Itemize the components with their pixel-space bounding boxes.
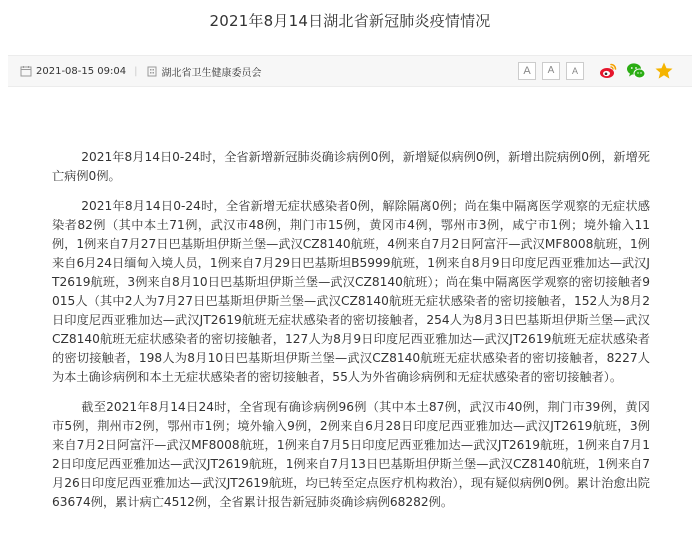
font-size-medium-button[interactable]: A: [542, 62, 560, 80]
page-title: 2021年8月14日湖北省新冠肺炎疫情情况: [209, 12, 491, 30]
article-source: 湖北省卫生健康委员会: [161, 67, 262, 79]
building-icon: [146, 65, 158, 77]
weibo-icon[interactable]: [598, 61, 618, 81]
article-paragraph: 2021年8月14日0-24时，全省新增无症状感染者0例，解除隔离0例；尚在集中隔离医学观察的无症状感染者82例（其中本土71例，武汉市48例，荆门市15例，黄冈市4例，鄂州市3例，咸宁市1例；境外输入11例，1例来自7月27日巴基斯坦伊斯兰堡—武汉CZ8140航班，4例来自7月2日阿富汗—武汉MF8008航班，1例来自6月24日缅甸入境人员，1例来自7月29日巴基斯坦B5999航班，1例来自8月9日印度尼西亚雅加达—武汉JT2619航班，3例来自8月10日巴基斯坦伊斯兰堡—武汉CZ8140航班）；尚在集中隔离医学观察的密切接触者9015人（其中2人为7月27日巴基斯坦伊斯兰堡—武汉CZ8140航班无症状感染者的密切接触者，152人为8月2日印度尼西亚雅加达—武汉JT2619航班无症状感染者的密切接触者，254人为8月3日巴基斯坦伊斯兰堡—武汉CZ8140航班无症状感染者的密切接触者，127人为8月9日印度尼西亚雅加达—武汉JT2619航班无症状感染者的密切接触者，198人为8月10日巴基斯坦伊斯兰堡—武汉CZ8140航班无症状感染者的密切接触者，8227人为本土确诊病例和本土无症状感染者的密切接触者，55人为外省确诊病例和无症状感染者的密切接触者）。: [52, 199, 650, 384]
calendar-icon: [20, 65, 32, 77]
article-toolbar: [518, 56, 674, 86]
article-paragraph: 2021年8月14日0-24时，全省新增新冠肺炎确诊病例0例，新增疑似病例0例，新增出院病例0例，新增死亡病例0例。: [52, 150, 650, 183]
publish-date: 2021-08-15 09:04: [36, 65, 127, 77]
star-icon[interactable]: [654, 61, 674, 81]
article-content: [52, 148, 650, 523]
font-size-small-button[interactable]: A: [566, 62, 584, 80]
article-meta-bar: [8, 55, 692, 87]
font-size-large-button[interactable]: A: [518, 62, 536, 80]
article-paragraph: 截至2021年8月14日24时，全省现有确诊病例96例（其中本土87例，武汉市40例，荆门市39例，黄冈市5例，荆州市2例，鄂州市1例；境外输入9例，2例来自6月28日印度尼西亚雅加达—武汉JT2619航班，3例来自7月2日阿富汗—武汉MF8008航班，1例来自7月5日印度尼西亚雅加达—武汉JT2619航班，1例来自7月12日印度尼西亚雅加达—武汉JT2619航班，1例来自7月13日巴基斯坦伊斯兰堡—武汉CZ8140航班，1例来自7月26日印度尼西亚雅加达—武汉JT2619航班，均已转至定点医疗机构救治），现有疑似病例0例。累计治愈出院63674例，累计病亡4512例，全省累计报告新冠肺炎确诊病例68282例。: [52, 400, 650, 509]
wechat-icon[interactable]: [626, 61, 646, 81]
meta-separator: |: [134, 65, 138, 77]
article-meta-info: [20, 56, 262, 86]
